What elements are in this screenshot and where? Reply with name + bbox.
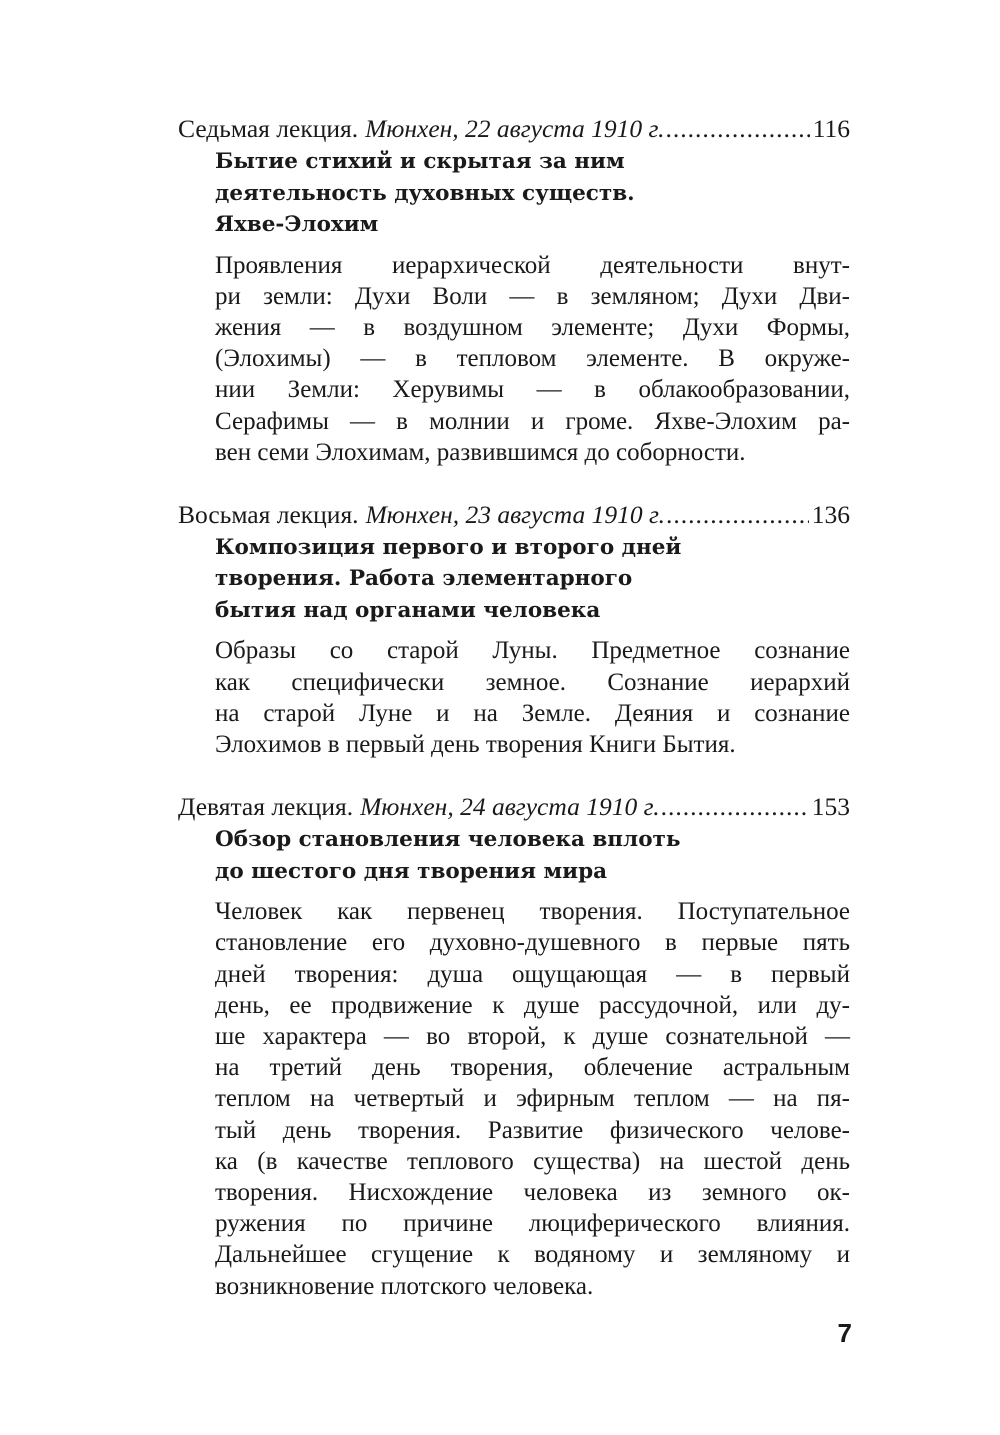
summary-line: (Элохимы) — в тепловом элементе. В окруже- xyxy=(215,345,850,373)
summary-line: возникновение плотского человека. xyxy=(215,1272,594,1300)
toc-entry-heading xyxy=(178,790,850,823)
lecture-title-line: творения. Работа элементарного xyxy=(215,566,633,592)
lecture-title-line: Бытие стихий и скрытая за ним xyxy=(215,149,625,174)
lecture-title-line: бытия над органами человека xyxy=(215,597,601,623)
toc-entry xyxy=(178,790,850,1302)
summary-line: Проявления иерархической деятельности внут- xyxy=(215,251,850,279)
page-number: 116 xyxy=(812,114,850,143)
toc-entry xyxy=(178,112,850,468)
summary-line: тый день творения. Развитие физического челове- xyxy=(215,1116,850,1144)
lecture-label: Восьмая лекция. xyxy=(178,499,359,529)
lecture-place-date: Мюнхен, 22 августа 1910 г. xyxy=(365,114,665,143)
summary-line: Образы со старой Луны. Предметное сознание xyxy=(215,637,850,665)
lecture-title-line: до шестого дня творения мира xyxy=(215,858,608,884)
lecture-summary xyxy=(215,635,850,760)
lecture-title xyxy=(215,824,850,887)
lecture-summary xyxy=(215,896,850,1302)
toc-entry-heading xyxy=(178,112,850,145)
toc-entry-heading xyxy=(178,498,850,531)
lecture-title xyxy=(215,146,850,241)
summary-line: Дальнейшее сгущение к водяному и земляному и xyxy=(215,1241,850,1269)
summary-line: день, ее продвижение к душе рассудочной, или ду- xyxy=(215,991,850,1019)
summary-line: становление его духовно-душевного в первые пять xyxy=(215,929,850,957)
dot-leader xyxy=(666,112,810,145)
dot-leader xyxy=(666,498,809,531)
lecture-title-line: Яхве-Элохим xyxy=(215,212,379,237)
toc-entry xyxy=(178,498,850,760)
summary-line: ше характера — во второй, к душе сознательной — xyxy=(215,1023,850,1051)
lecture-place-date: Мюнхен, 24 августа 1910 г. xyxy=(360,792,660,822)
summary-line: ри земли: Духи Воли — в земляном; Духи Дви- xyxy=(215,282,850,310)
summary-line: Человек как первенец творения. Поступательное xyxy=(215,898,850,926)
summary-line: Серафимы — в молнии и громе. Яхве-Элохим ра- xyxy=(215,407,850,435)
lecture-title-line: Обзор становления человека вплоть xyxy=(215,827,681,853)
summary-line: творения. Нисхождение человека из земного ок- xyxy=(215,1179,850,1207)
page-number: 136 xyxy=(811,499,850,529)
lecture-title-line: деятельность духовных существ. xyxy=(215,180,635,206)
summary-line: как специфически земное. Сознание иерархий xyxy=(215,668,850,696)
summary-line: дней творения: душа ощущающая — в первый xyxy=(215,960,850,988)
lecture-label: Девятая лекция. xyxy=(178,792,354,822)
summary-line: жения — в воздушном элементе; Духи Формы, xyxy=(215,313,850,341)
dot-leader xyxy=(661,790,809,823)
summary-line: ружения по причине люциферического влияния. xyxy=(215,1210,850,1238)
lecture-title-line: Композиция первого и второго дней xyxy=(215,534,682,560)
table-of-contents xyxy=(178,112,850,1332)
page-number: 153 xyxy=(811,792,850,822)
page-folio: 7 xyxy=(837,1318,852,1348)
lecture-label: Седьмая лекция. xyxy=(178,114,359,143)
summary-line: теплом на четвертый и эфирным теплом — на пя- xyxy=(215,1085,850,1113)
lecture-place-date: Мюнхен, 23 августа 1910 г. xyxy=(365,499,665,529)
lecture-summary xyxy=(215,250,850,468)
summary-line: на третий день творения, облечение астральным xyxy=(215,1054,850,1082)
summary-line: нии Земли: Херувимы — в облакообразовании, xyxy=(215,376,850,404)
lecture-title xyxy=(215,532,850,627)
summary-line: ка (в качестве теплового существа) на шестой день xyxy=(215,1147,850,1175)
summary-line: на старой Луне и на Земле. Деяния и сознание xyxy=(215,699,850,727)
summary-line: Элохимов в первый день творения Книги Бытия. xyxy=(215,731,736,759)
summary-line: вен семи Элохимам, развившимся до соборности. xyxy=(215,438,746,466)
